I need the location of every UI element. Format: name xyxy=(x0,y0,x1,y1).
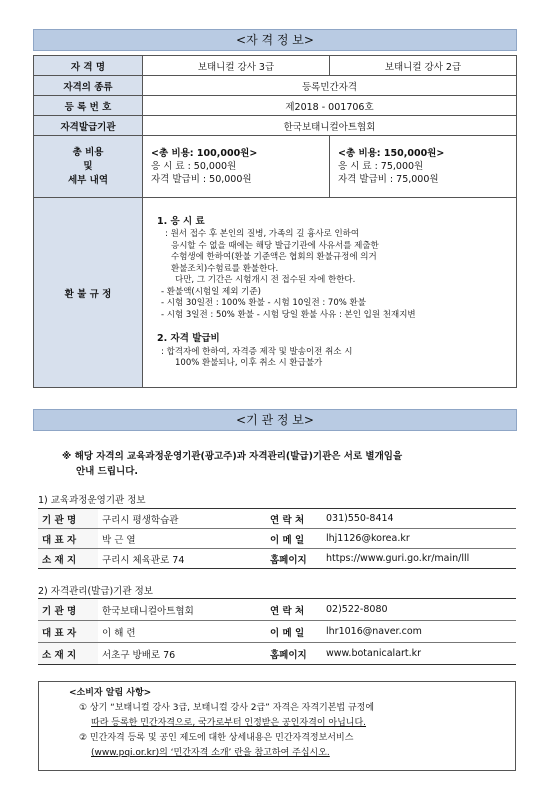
mgr-email: lhr1016@naver.com xyxy=(322,621,516,643)
edu-website: https://www.guri.go.kr/main/lll xyxy=(322,549,516,569)
refund-policy-content xyxy=(143,198,517,388)
refund-policy-label: 환 불 규 정 xyxy=(34,198,143,388)
issuing-body-label: 자격발급기관 xyxy=(34,116,143,136)
edu-representative: 박 근 열 xyxy=(98,529,266,549)
refund-line: - 환불액(시험일 제외 기준) xyxy=(161,286,261,297)
table-row xyxy=(34,76,517,96)
mgr-website: www.botanicalart.kr xyxy=(322,643,516,665)
edu-provider-title: 1) 교육과정운영기관 정보 xyxy=(38,495,146,506)
separate-entities-notice: ※ 해당 자격의 교육과정운영기관(광고주)과 자격관리(발급)기관은 서로 별개임을 안내 드립니다. xyxy=(62,451,403,477)
refund-line: 수험생에 한하여(환불 기준액은 협회의 환불규정에 의거 xyxy=(171,252,377,262)
cert-name-label: 자 격 명 xyxy=(34,56,143,76)
refund-line: 응시할 수 없을 때에는 해당 발급기관에 사유서를 제출한 xyxy=(171,240,379,251)
registration-number-label: 등 록 번 호 xyxy=(34,96,143,116)
refund-line: - 시험 30일전 : 100% 환불 - 시험 10일전 : 70% 환불 xyxy=(161,298,366,308)
consumer-notice-title: <소비자 알림 사항> xyxy=(69,688,152,698)
table-row: 대 표 자 이 해 련 이 메 일 lhr1016@naver.com xyxy=(38,621,516,643)
organization-info-header: <기 관 정 보> xyxy=(33,409,517,431)
table-row xyxy=(34,116,517,136)
table-row xyxy=(34,56,517,76)
cert-name-grade3: 보태니컬 강사 3급 xyxy=(143,56,330,76)
cert-type-value: 등록민간자격 xyxy=(143,76,517,96)
cert-type-label: 자격의 종류 xyxy=(34,76,143,96)
qualification-table xyxy=(33,55,517,388)
edu-address: 구리시 체육관로 74 xyxy=(98,549,266,569)
table-row: 대 표 자 박 근 열 이 메 일 lhj1126@korea.kr xyxy=(38,529,516,549)
table-row: 기 관 명 한국보태니컬아트협회 연 락 처 02)522-8080 xyxy=(38,599,516,621)
cost-grade3: <총 비용: 100,000원> 응 시 료 : 50,000원 자격 발급비 : 50,000원 xyxy=(143,136,330,198)
cost-label: 총 비용 및 세부 내역 xyxy=(34,136,143,198)
edu-email: lhj1126@korea.kr xyxy=(322,529,516,549)
mgr-address: 서초구 방배로 76 xyxy=(98,643,266,665)
consumer-notice-item-2: ② 민간자격 등록 및 공인 제도에 대한 상세내용은 민간자격정보서비스 xyxy=(79,733,354,743)
mgr-org-name: 한국보태니컬아트협회 xyxy=(98,599,266,621)
mgr-phone: 02)522-8080 xyxy=(322,599,516,621)
cert-manager-table xyxy=(38,598,516,665)
issuing-body-value: 한국보태니컬아트협회 xyxy=(143,116,517,136)
registration-number-value: 제2018 - 001706호 xyxy=(143,96,517,116)
refund-line: - 시험 3일전 : 50% 환불 - 시험 당일 환불 사유 : 본인 입원 천재지변 xyxy=(161,309,416,320)
mgr-representative: 이 해 련 xyxy=(98,621,266,643)
edu-provider-table xyxy=(38,508,516,569)
qualification-info-header: <자 격 정 보> xyxy=(33,29,517,51)
table-row xyxy=(34,198,517,388)
consumer-notice-item-1: ① 상기 “보태니컬 강사 3급, 보태니컬 강사 2급” 자격은 자격기본법 규정에 xyxy=(79,703,375,713)
cert-manager-title: 2) 자격관리(발급)기관 정보 xyxy=(38,586,153,597)
consumer-notice-box xyxy=(38,681,516,771)
refund-line: : 원서 접수 후 본인의 질병, 가족의 길 흉사로 인하여 xyxy=(165,229,360,239)
refund-line: 환불조치)수험료를 환불한다. xyxy=(171,263,279,274)
table-row: 기 관 명 구리시 평생학습관 연 락 처 031)550-8414 xyxy=(38,509,516,529)
refund-exam-fee-heading: 1. 응 시 료 xyxy=(157,215,205,227)
refund-line: 100% 환불되나, 이후 취소 시 환급불가 xyxy=(175,358,323,368)
refund-line: : 합격자에 한하여, 자격증 제작 및 발송이전 취소 시 xyxy=(161,346,353,357)
table-row xyxy=(34,96,517,116)
table-row xyxy=(34,136,517,198)
edu-org-name: 구리시 평생학습관 xyxy=(98,509,266,529)
refund-line: 다만, 그 기간은 시험개시 전 접수된 자에 한한다. xyxy=(175,275,356,285)
edu-phone: 031)550-8414 xyxy=(322,509,516,529)
table-row: 소 재 지 구리시 체육관로 74 홈페이지 https://www.guri.go.kr/main/lll xyxy=(38,549,516,569)
cost-grade2: <총 비용: 150,000원> 응 시 료 : 75,000원 자격 발급비 : 75,000원 xyxy=(330,136,517,198)
consumer-notice-item-2-cont: (www.pqi.or.kr)의 ‘민간자격 소개’ 란을 참고하여 주십시오. xyxy=(91,748,330,758)
refund-issue-fee-heading: 2. 자격 발급비 xyxy=(157,333,220,344)
cert-name-grade2: 보태니컬 강사 2급 xyxy=(330,56,517,76)
table-row: 소 재 지 서초구 방배로 76 홈페이지 www.botanicalart.kr xyxy=(38,643,516,665)
consumer-notice-item-1-cont: 따라 등록한 민간자격으로, 국가로부터 인정받은 공인자격이 아닙니다. xyxy=(91,718,367,728)
